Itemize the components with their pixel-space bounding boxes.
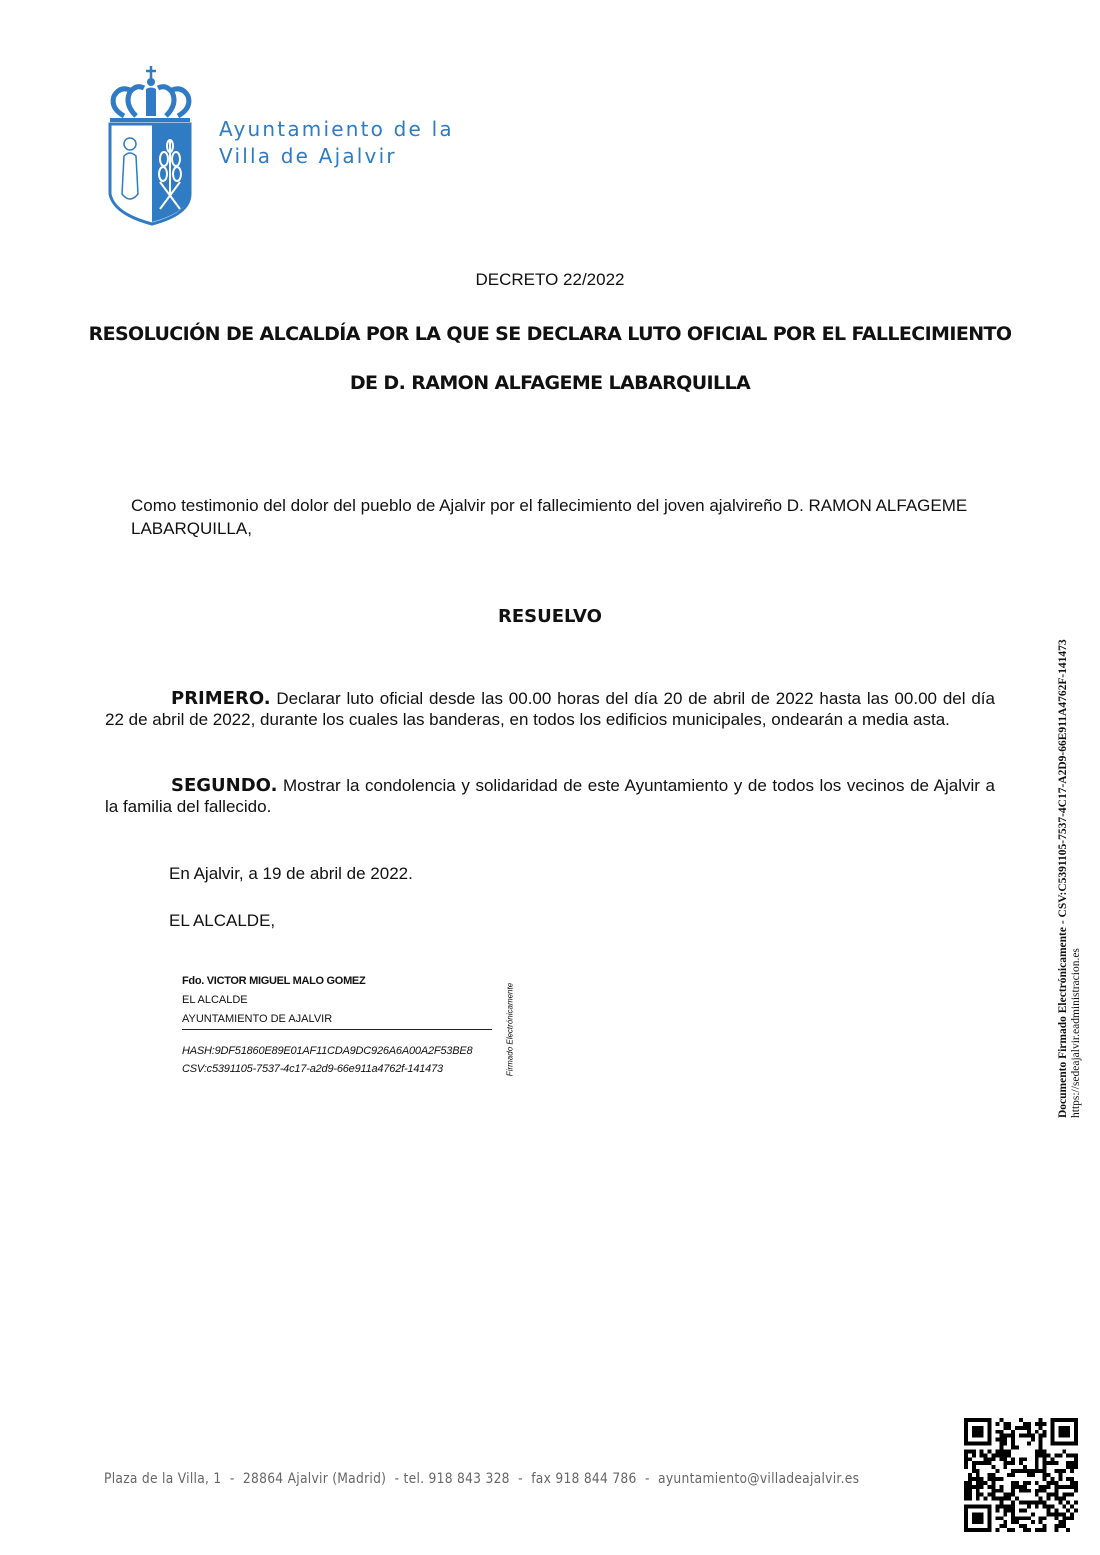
resuelvo-heading: RESUELVO bbox=[498, 606, 602, 627]
signer-role: EL ALCALDE, bbox=[169, 911, 276, 930]
signature-hash: HASH:9DF51860E89E01AF11CDA9DC926A6A00A2F53BE8 bbox=[182, 1045, 473, 1057]
primero-paragraph bbox=[105, 688, 995, 730]
electronic-signature-stamp: Firmado Electrónicamente bbox=[505, 982, 515, 1077]
intro-paragraph: Como testimonio del dolor del pueblo de Ajalvir por el fallecimiento del joven ajalvireño D. RAMON ALFAGEME LABARQUILLA, bbox=[131, 496, 968, 538]
side-note-url[interactable]: https://sedeajalvir.eadministracion.es bbox=[1070, 948, 1082, 1118]
signer-name: Fdo. VICTOR MIGUEL MALO GOMEZ bbox=[182, 975, 366, 987]
signer-title: EL ALCALDE bbox=[182, 994, 248, 1006]
org-name-line1: Ayuntamiento de la bbox=[219, 117, 454, 141]
place-date: En Ajalvir, a 19 de abril de 2022. bbox=[169, 864, 413, 883]
org-name-line2: Villa de Ajalvir bbox=[219, 144, 397, 168]
segundo-label: SEGUNDO. bbox=[171, 775, 278, 796]
signature-csv: CSV:c5391105-7537-4c17-a2d9-66e911a4762f-141473 bbox=[182, 1063, 443, 1075]
signature-block bbox=[182, 972, 492, 1078]
coat-of-arms-icon bbox=[106, 64, 192, 226]
decree-number: DECRETO 22/2022 bbox=[475, 270, 625, 289]
segundo-text: Mostrar la condolencia y solidaridad de este Ayuntamiento y de todos los vecinos de Ajalvir a la familia del fallecido. bbox=[105, 776, 995, 816]
qr-code-icon bbox=[964, 1418, 1078, 1532]
side-verification-note bbox=[1057, 639, 1083, 1118]
document-title-line2: DE D. RAMON ALFAGEME LABARQUILLA bbox=[349, 372, 751, 394]
segundo-paragraph bbox=[105, 775, 995, 817]
footer-address: Plaza de la Villa, 1 - 28864 Ajalvir (Madrid) - tel. 918 843 328 - fax 918 844 786 - ayuntamiento@villadeajalvir.es bbox=[104, 1471, 860, 1487]
document-title-line1: RESOLUCIÓN DE ALCALDÍA POR LA QUE SE DECLARA LUTO OFICIAL POR EL FALLECIMIENTO bbox=[88, 323, 1012, 345]
signer-organization: AYUNTAMIENTO DE AJALVIR bbox=[182, 1010, 492, 1030]
primero-text: Declarar luto oficial desde las 00.00 horas del día 20 de abril de 2022 hasta las 00.00 del día 22 de abril de 2022, durante los cuales las banderas, en todos los edificios municipales, ondearán a media asta. bbox=[105, 689, 995, 729]
side-note-csv: Documento Firmado Electrónicamente - CSV:C5391105-7537-4C17-A2D9-66E911A4762F-141473 bbox=[1057, 639, 1069, 1118]
organization-name bbox=[219, 116, 454, 170]
primero-label: PRIMERO. bbox=[171, 688, 271, 709]
